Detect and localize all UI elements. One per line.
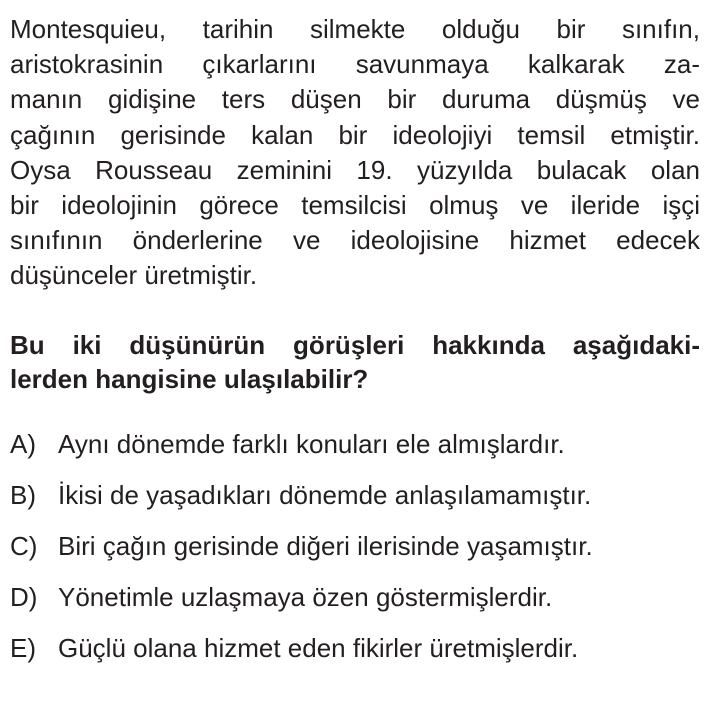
passage-text [10,12,700,294]
option-b[interactable] [10,478,700,529]
passage-line: çağının gerisinde kalan bir ideolojiyi temsil etmiştir. [10,119,700,150]
option-letter: C) [10,531,38,561]
option-e[interactable] [10,631,700,682]
option-letter: A) [10,429,36,459]
passage-line: bir ideolojinin görece temsilcisi olmuş ve ileride işçi [10,190,700,221]
option-text: Biri çağın gerisinde diğeri ilerisinde yaşamıştır. [58,531,593,561]
option-c[interactable] [10,529,700,580]
passage-line: Montesquieu, tarihin silmekte olduğu bir sınıfın, [10,14,700,44]
option-letter: E) [10,633,36,663]
answer-options [10,427,700,682]
passage-line: sınıfının önderlerine ve ideolojisine hizmet edecek [10,225,700,256]
option-letter: D) [10,582,38,612]
option-text: Güçlü olana hizmet eden fikirler üretmişlerdir. [58,633,579,663]
passage-line: aristokrasinin çıkarlarını savunmaya kalkarak za- [10,49,700,80]
option-text: Yönetimle uzlaşmaya özen göstermişlerdir. [58,582,553,612]
option-a[interactable] [10,427,700,478]
question-line: lerden hangisine ulaşılabilir? [10,364,369,394]
option-text: Aynı dönemde farklı konuları ele almışlardır. [58,429,565,459]
question-stem [10,328,700,396]
option-text: İkisi de yaşadıkları dönemde anlaşılamamıştır. [58,480,592,510]
passage-line: düşünceler üretmiştir. [10,260,258,291]
question-line: Bu iki düşünürün görüşleri hakkında aşağıdaki- [10,330,700,360]
option-letter: B) [10,480,36,510]
option-d[interactable] [10,580,700,631]
passage-line: Oysa Rousseau zeminini 19. yüzyılda bulacak olan [10,154,700,185]
passage-line: manın gidişine ters düşen bir duruma düşmüş ve [10,84,700,115]
